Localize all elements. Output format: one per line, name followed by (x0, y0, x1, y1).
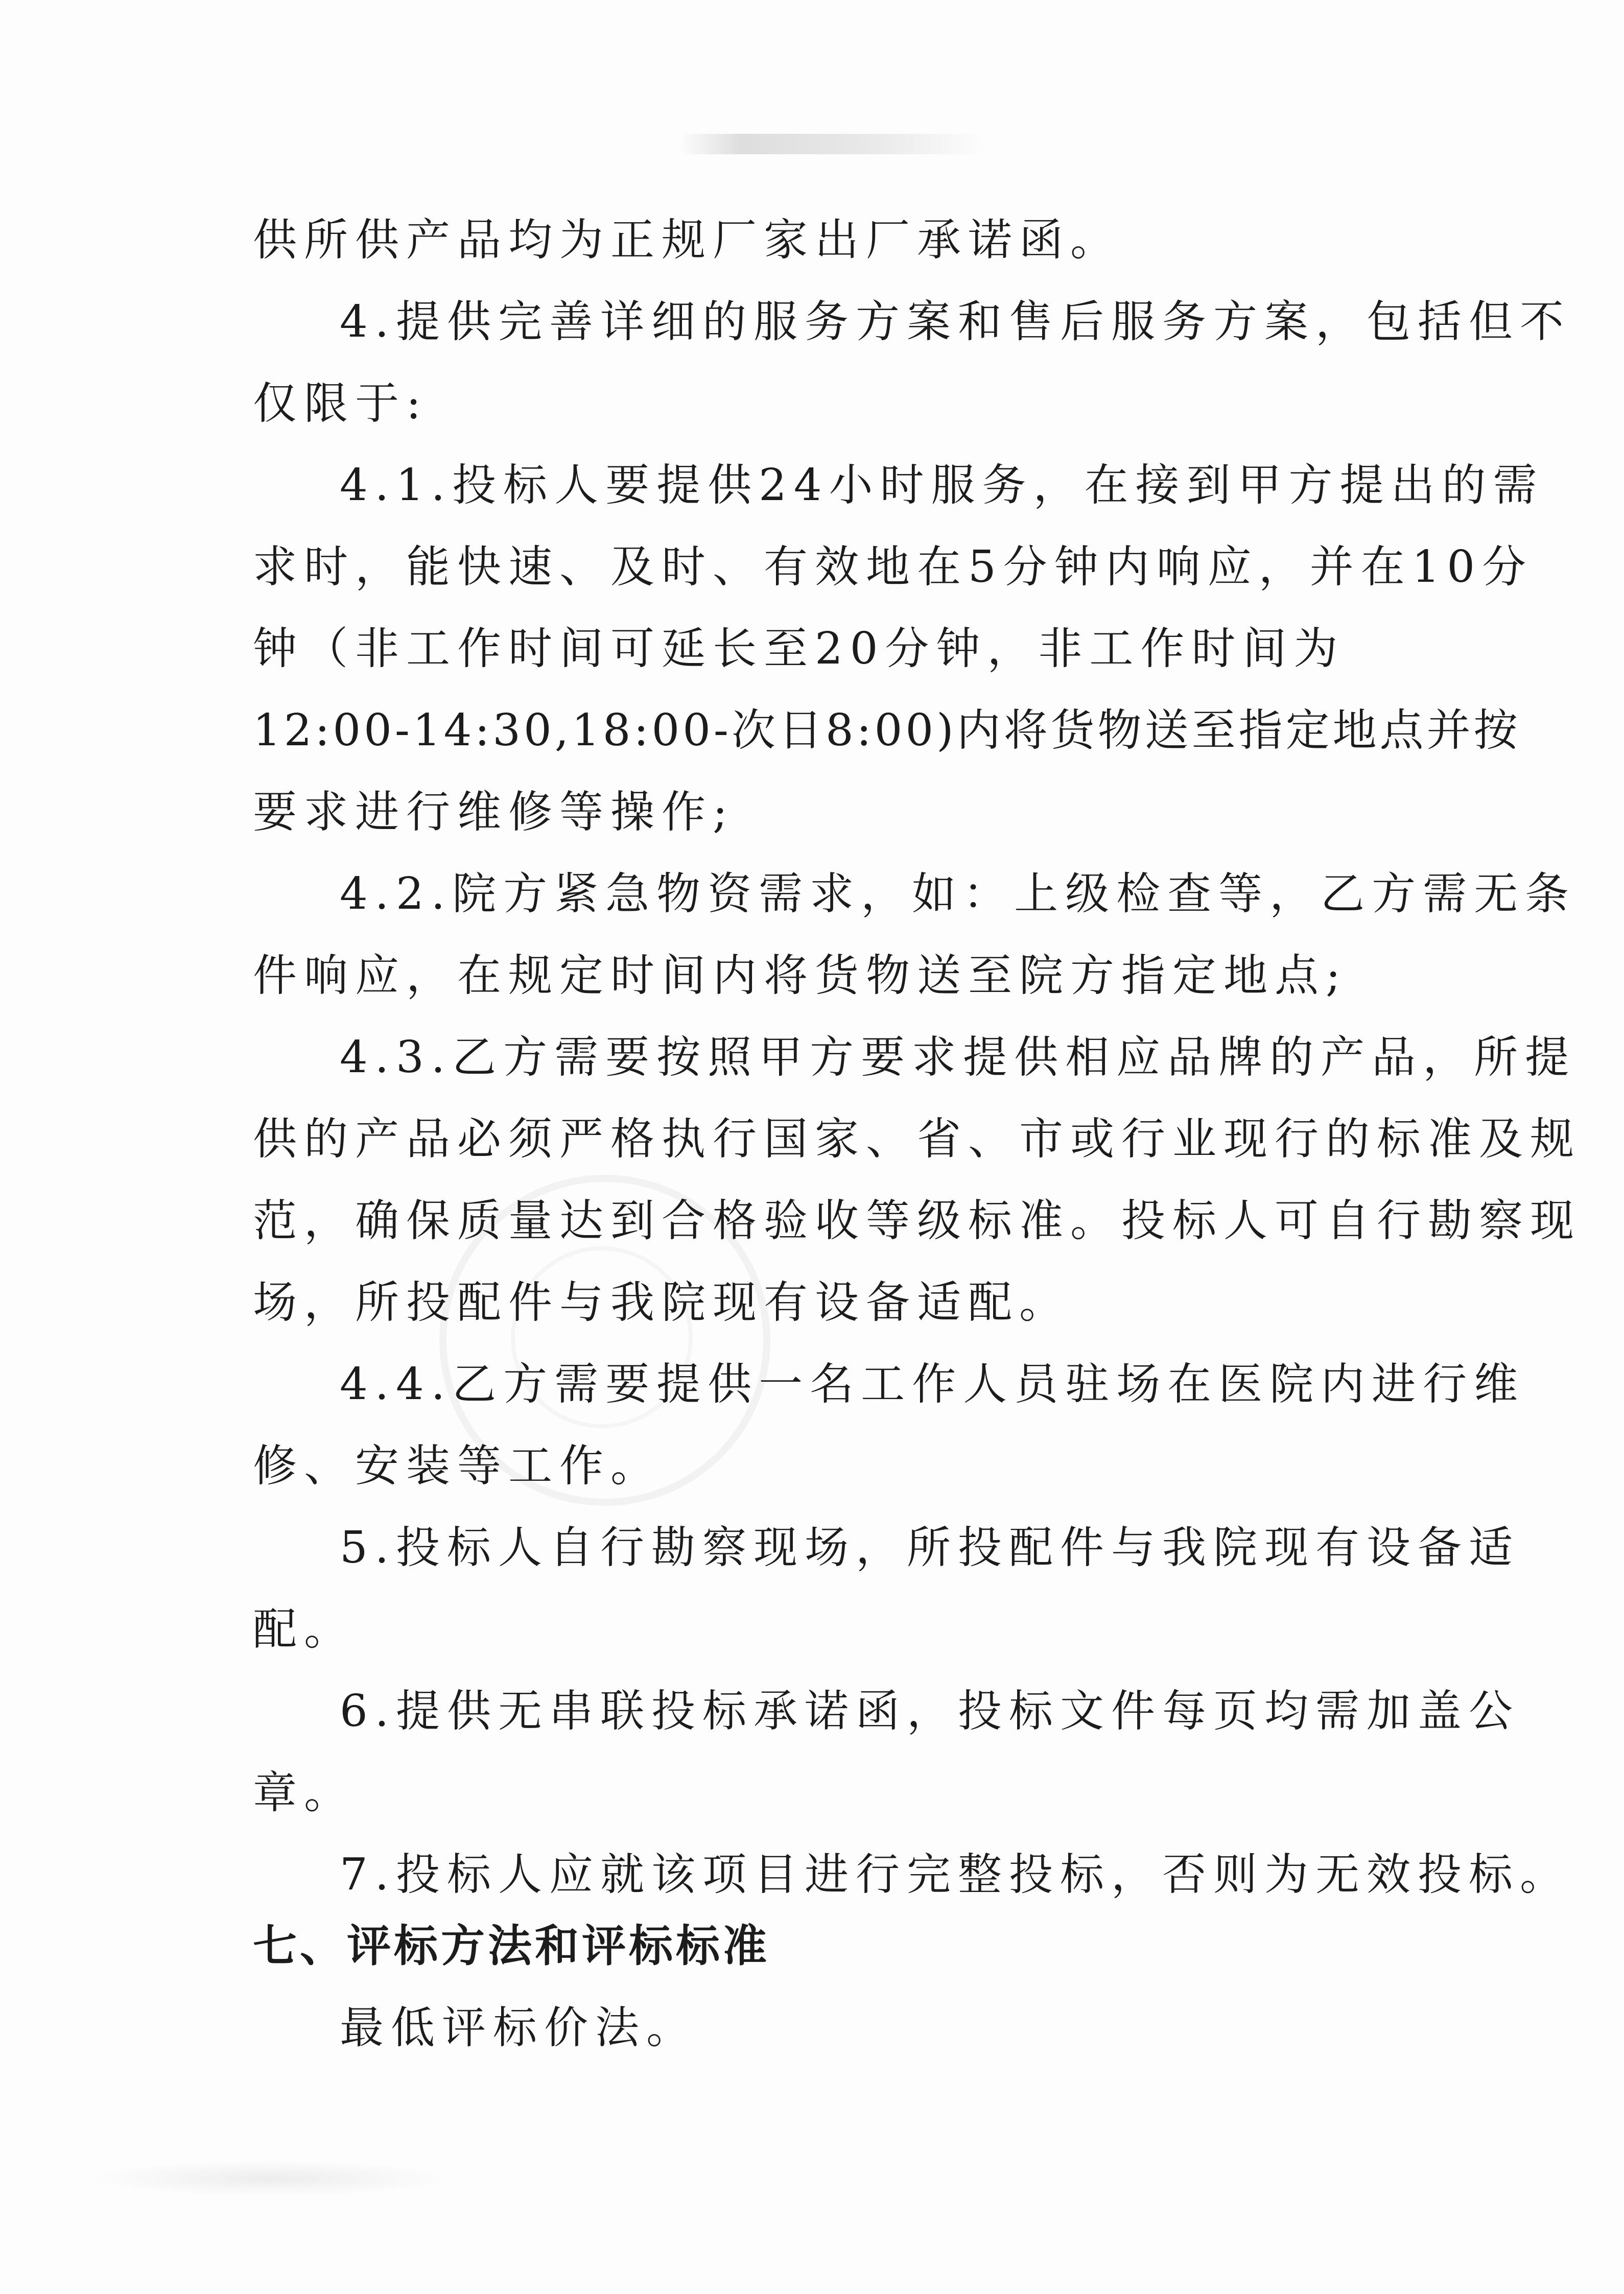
text-line: 4.3.乙方需要按照甲方要求提供相应品牌的产品，所提 (340, 1032, 1576, 1083)
text-line: 4.1.投标人要提供24小时服务，在接到甲方提出的需 (340, 460, 1544, 511)
scan-artifact-bottom (92, 2161, 450, 2196)
text-line: 7.投标人应就该项目进行完整投标，否则为无效投标。 (340, 1849, 1571, 1900)
text-line: 配。 (253, 1604, 355, 1655)
text-line: 场，所投配件与我院现有设备适配。 (253, 1277, 1070, 1328)
text-line: 4.2.院方紧急物资需求，如：上级检查等，乙方需无条 (340, 868, 1576, 919)
text-line: 章。 (253, 1767, 355, 1818)
text-line: 要求进行维修等操作; (253, 787, 735, 838)
text-line: 钟（非工作时间可延长至20分钟，非工作时间为 (253, 623, 1345, 674)
scan-artifact (679, 134, 986, 154)
text-line: 范，确保质量达到合格验收等级标准。投标人可自行勘察现 (253, 1195, 1581, 1246)
text-line: 仅限于: (253, 378, 428, 429)
text-line: 求时，能快速、及时、有效地在5分钟内响应，并在10分 (253, 541, 1534, 593)
text-line: 4.提供完善详细的服务方案和售后服务方案，包括但不 (340, 296, 1571, 347)
text-line: 5.投标人自行勘察现场，所投配件与我院现有设备适 (340, 1522, 1520, 1573)
text-line: 件响应，在规定时间内将货物送至院方指定地点; (253, 950, 1348, 1001)
text-line: 最低评标价法。 (340, 2002, 697, 2053)
text-line: 供所供产品均为正规厂家出厂承诺函。 (253, 215, 1121, 266)
text-line: 12:00-14:30,18:00-次日8:00)内将货物送至指定地点并按 (253, 705, 1521, 756)
text-line: 供的产品必须严格执行国家、省、市或行业现行的标准及规 (253, 1114, 1581, 1165)
text-line: 4.4.乙方需要提供一名工作人员驻场在医院内进行维 (340, 1359, 1525, 1410)
section-heading: 七、评标方法和评标标准 (253, 1921, 770, 1972)
text-line: 修、安装等工作。 (253, 1440, 662, 1492)
text-line: 6.提供无串联投标承诺函，投标文件每页均需加盖公 (340, 1686, 1520, 1737)
